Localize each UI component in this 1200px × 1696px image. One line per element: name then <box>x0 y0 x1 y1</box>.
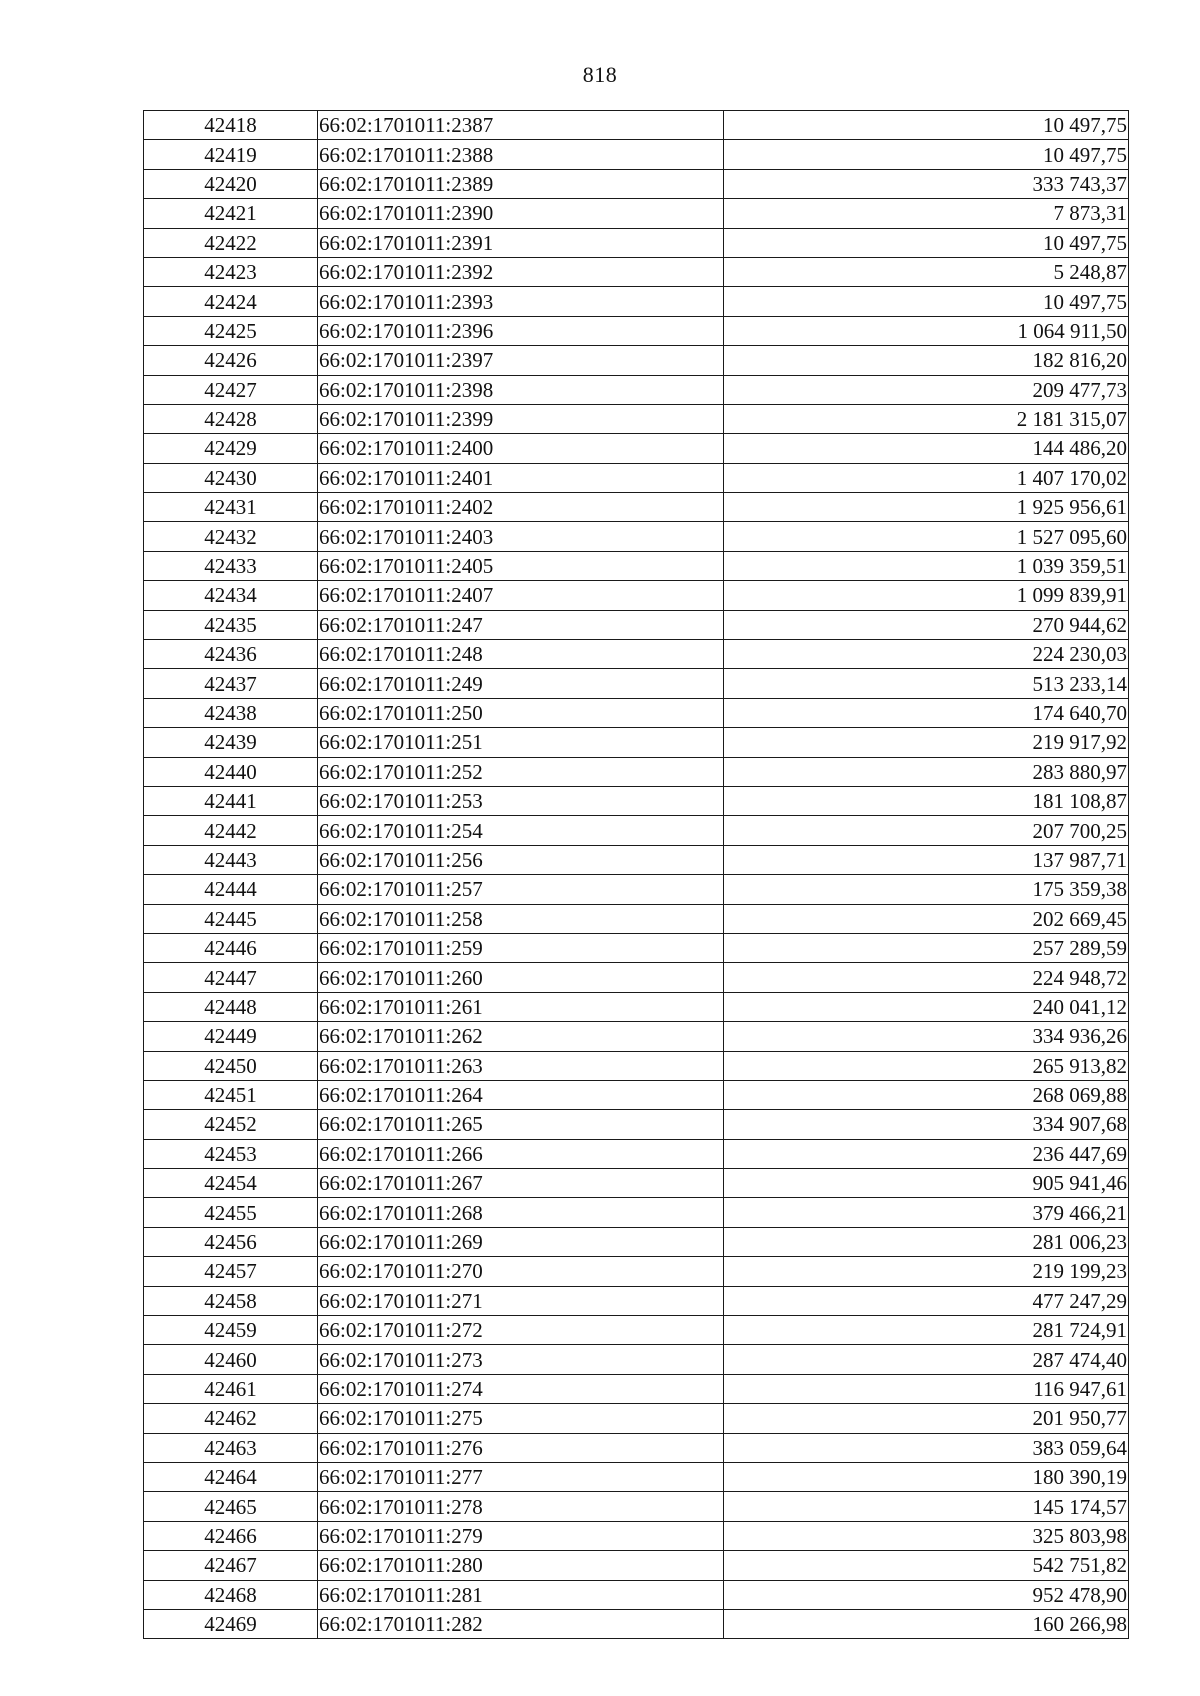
row-number: 42452 <box>144 1110 318 1139</box>
cadastral-value: 181 108,87 <box>724 786 1129 815</box>
page-number: 818 <box>582 62 618 87</box>
cadastral-number: 66:02:1701011:274 <box>318 1374 724 1403</box>
cadastral-value: 513 233,14 <box>724 669 1129 698</box>
row-number: 42454 <box>144 1169 318 1198</box>
row-number: 42435 <box>144 610 318 639</box>
table-row <box>144 757 1129 786</box>
cadastral-number: 66:02:1701011:2402 <box>318 493 724 522</box>
row-number: 42422 <box>144 228 318 257</box>
cadastral-value: 1 527 095,60 <box>724 522 1129 551</box>
cadastral-value: 1 039 359,51 <box>724 551 1129 580</box>
cadastral-number: 66:02:1701011:2389 <box>318 169 724 198</box>
cadastral-number: 66:02:1701011:272 <box>318 1316 724 1345</box>
table-row <box>144 1286 1129 1315</box>
row-number: 42440 <box>144 757 318 786</box>
cadastral-value: 283 880,97 <box>724 757 1129 786</box>
cadastral-number: 66:02:1701011:282 <box>318 1609 724 1638</box>
row-number: 42433 <box>144 551 318 580</box>
table-row <box>144 316 1129 345</box>
table-row <box>144 287 1129 316</box>
row-number: 42445 <box>144 904 318 933</box>
cadastral-number: 66:02:1701011:259 <box>318 933 724 962</box>
cadastral-value: 207 700,25 <box>724 816 1129 845</box>
cadastral-value: 175 359,38 <box>724 875 1129 904</box>
table-row <box>144 169 1129 198</box>
cadastral-number: 66:02:1701011:2405 <box>318 551 724 580</box>
cadastral-number: 66:02:1701011:2393 <box>318 287 724 316</box>
cadastral-number: 66:02:1701011:271 <box>318 1286 724 1315</box>
cadastral-value: 224 948,72 <box>724 963 1129 992</box>
row-number: 42462 <box>144 1404 318 1433</box>
cadastral-number: 66:02:1701011:278 <box>318 1492 724 1521</box>
cadastral-value: 202 669,45 <box>724 904 1129 933</box>
table-row <box>144 1580 1129 1609</box>
table-row <box>144 1609 1129 1638</box>
table-row <box>144 640 1129 669</box>
row-number: 42469 <box>144 1609 318 1638</box>
row-number: 42459 <box>144 1316 318 1345</box>
table-row <box>144 1198 1129 1227</box>
cadastral-value: 7 873,31 <box>724 199 1129 228</box>
row-number: 42461 <box>144 1374 318 1403</box>
cadastral-number: 66:02:1701011:2388 <box>318 140 724 169</box>
cadastral-value: 180 390,19 <box>724 1462 1129 1491</box>
cadastral-number: 66:02:1701011:256 <box>318 845 724 874</box>
cadastral-number: 66:02:1701011:248 <box>318 640 724 669</box>
row-number: 42439 <box>144 728 318 757</box>
row-number: 42458 <box>144 1286 318 1315</box>
table-row <box>144 845 1129 874</box>
row-number: 42444 <box>144 875 318 904</box>
cadastral-number: 66:02:1701011:2392 <box>318 257 724 286</box>
table-row <box>144 581 1129 610</box>
registry-table <box>143 110 1129 1639</box>
cadastral-number: 66:02:1701011:2407 <box>318 581 724 610</box>
cadastral-number: 66:02:1701011:264 <box>318 1080 724 1109</box>
cadastral-value: 219 199,23 <box>724 1257 1129 1286</box>
cadastral-value: 257 289,59 <box>724 933 1129 962</box>
row-number: 42466 <box>144 1521 318 1550</box>
row-number: 42429 <box>144 434 318 463</box>
cadastral-value: 174 640,70 <box>724 698 1129 727</box>
row-number: 42418 <box>144 111 318 140</box>
cadastral-value: 5 248,87 <box>724 257 1129 286</box>
table-row <box>144 1345 1129 1374</box>
cadastral-number: 66:02:1701011:251 <box>318 728 724 757</box>
cadastral-number: 66:02:1701011:281 <box>318 1580 724 1609</box>
cadastral-number: 66:02:1701011:2387 <box>318 111 724 140</box>
table-row <box>144 992 1129 1021</box>
cadastral-value: 281 724,91 <box>724 1316 1129 1345</box>
table-row <box>144 963 1129 992</box>
table-row <box>144 1521 1129 1550</box>
table-row <box>144 346 1129 375</box>
row-number: 42434 <box>144 581 318 610</box>
row-number: 42441 <box>144 786 318 815</box>
cadastral-value: 1 407 170,02 <box>724 463 1129 492</box>
cadastral-value: 542 751,82 <box>724 1551 1129 1580</box>
cadastral-value: 1 064 911,50 <box>724 316 1129 345</box>
cadastral-number: 66:02:1701011:261 <box>318 992 724 1021</box>
cadastral-number: 66:02:1701011:267 <box>318 1169 724 1198</box>
table-row <box>144 875 1129 904</box>
cadastral-number: 66:02:1701011:2401 <box>318 463 724 492</box>
cadastral-value: 182 816,20 <box>724 346 1129 375</box>
row-number: 42460 <box>144 1345 318 1374</box>
table-row <box>144 904 1129 933</box>
cadastral-number: 66:02:1701011:2399 <box>318 404 724 433</box>
cadastral-number: 66:02:1701011:2403 <box>318 522 724 551</box>
row-number: 42437 <box>144 669 318 698</box>
cadastral-value: 281 006,23 <box>724 1227 1129 1256</box>
table-row <box>144 1257 1129 1286</box>
table-row <box>144 434 1129 463</box>
cadastral-value: 2 181 315,07 <box>724 404 1129 433</box>
row-number: 42421 <box>144 199 318 228</box>
registry-table-body <box>144 111 1129 1639</box>
row-number: 42425 <box>144 316 318 345</box>
table-row <box>144 257 1129 286</box>
row-number: 42446 <box>144 933 318 962</box>
cadastral-value: 379 466,21 <box>724 1198 1129 1227</box>
table-row <box>144 1022 1129 1051</box>
row-number: 42427 <box>144 375 318 404</box>
cadastral-number: 66:02:1701011:273 <box>318 1345 724 1374</box>
cadastral-value: 209 477,73 <box>724 375 1129 404</box>
table-row <box>144 728 1129 757</box>
cadastral-value: 268 069,88 <box>724 1080 1129 1109</box>
row-number: 42428 <box>144 404 318 433</box>
cadastral-value: 10 497,75 <box>724 111 1129 140</box>
cadastral-value: 116 947,61 <box>724 1374 1129 1403</box>
table-row <box>144 375 1129 404</box>
cadastral-number: 66:02:1701011:250 <box>318 698 724 727</box>
cadastral-value: 224 230,03 <box>724 640 1129 669</box>
table-row <box>144 228 1129 257</box>
cadastral-value: 952 478,90 <box>724 1580 1129 1609</box>
cadastral-number: 66:02:1701011:247 <box>318 610 724 639</box>
table-row <box>144 1462 1129 1491</box>
cadastral-number: 66:02:1701011:253 <box>318 786 724 815</box>
cadastral-value: 160 266,98 <box>724 1609 1129 1638</box>
cadastral-value: 137 987,71 <box>724 845 1129 874</box>
cadastral-value: 145 174,57 <box>724 1492 1129 1521</box>
table-row <box>144 522 1129 551</box>
table-row <box>144 816 1129 845</box>
table-row <box>144 698 1129 727</box>
cadastral-number: 66:02:1701011:2390 <box>318 199 724 228</box>
table-row <box>144 1404 1129 1433</box>
row-number: 42457 <box>144 1257 318 1286</box>
cadastral-value: 333 743,37 <box>724 169 1129 198</box>
row-number: 42453 <box>144 1139 318 1168</box>
cadastral-number: 66:02:1701011:275 <box>318 1404 724 1433</box>
cadastral-number: 66:02:1701011:276 <box>318 1433 724 1462</box>
row-number: 42436 <box>144 640 318 669</box>
cadastral-number: 66:02:1701011:258 <box>318 904 724 933</box>
row-number: 42449 <box>144 1022 318 1051</box>
cadastral-number: 66:02:1701011:254 <box>318 816 724 845</box>
table-row <box>144 1139 1129 1168</box>
cadastral-value: 219 917,92 <box>724 728 1129 757</box>
table-row <box>144 463 1129 492</box>
row-number: 42430 <box>144 463 318 492</box>
cadastral-number: 66:02:1701011:2396 <box>318 316 724 345</box>
table-row <box>144 786 1129 815</box>
cadastral-number: 66:02:1701011:263 <box>318 1051 724 1080</box>
cadastral-value: 383 059,64 <box>724 1433 1129 1462</box>
cadastral-number: 66:02:1701011:265 <box>318 1110 724 1139</box>
row-number: 42419 <box>144 140 318 169</box>
table-row <box>144 199 1129 228</box>
cadastral-number: 66:02:1701011:2391 <box>318 228 724 257</box>
table-row <box>144 1551 1129 1580</box>
cadastral-value: 287 474,40 <box>724 1345 1129 1374</box>
row-number: 42420 <box>144 169 318 198</box>
row-number: 42423 <box>144 257 318 286</box>
table-row <box>144 551 1129 580</box>
cadastral-number: 66:02:1701011:279 <box>318 1521 724 1550</box>
cadastral-number: 66:02:1701011:2400 <box>318 434 724 463</box>
cadastral-value: 236 447,69 <box>724 1139 1129 1168</box>
row-number: 42451 <box>144 1080 318 1109</box>
row-number: 42450 <box>144 1051 318 1080</box>
row-number: 42443 <box>144 845 318 874</box>
cadastral-number: 66:02:1701011:2397 <box>318 346 724 375</box>
cadastral-value: 10 497,75 <box>724 287 1129 316</box>
cadastral-number: 66:02:1701011:262 <box>318 1022 724 1051</box>
cadastral-value: 265 913,82 <box>724 1051 1129 1080</box>
row-number: 42432 <box>144 522 318 551</box>
row-number: 42456 <box>144 1227 318 1256</box>
cadastral-number: 66:02:1701011:270 <box>318 1257 724 1286</box>
row-number: 42424 <box>144 287 318 316</box>
row-number: 42468 <box>144 1580 318 1609</box>
row-number: 42465 <box>144 1492 318 1521</box>
table-row <box>144 1051 1129 1080</box>
table-row <box>144 1110 1129 1139</box>
cadastral-value: 905 941,46 <box>724 1169 1129 1198</box>
cadastral-value: 144 486,20 <box>724 434 1129 463</box>
cadastral-number: 66:02:1701011:269 <box>318 1227 724 1256</box>
table-row <box>144 1316 1129 1345</box>
cadastral-value: 270 944,62 <box>724 610 1129 639</box>
table-row <box>144 404 1129 433</box>
table-row <box>144 1433 1129 1462</box>
table-row <box>144 1374 1129 1403</box>
cadastral-number: 66:02:1701011:280 <box>318 1551 724 1580</box>
row-number: 42448 <box>144 992 318 1021</box>
row-number: 42438 <box>144 698 318 727</box>
table-row <box>144 140 1129 169</box>
cadastral-value: 334 907,68 <box>724 1110 1129 1139</box>
cadastral-value: 10 497,75 <box>724 228 1129 257</box>
cadastral-number: 66:02:1701011:249 <box>318 669 724 698</box>
table-row <box>144 669 1129 698</box>
cadastral-value: 325 803,98 <box>724 1521 1129 1550</box>
cadastral-value: 334 936,26 <box>724 1022 1129 1051</box>
table-row <box>144 1080 1129 1109</box>
table-row <box>144 1169 1129 1198</box>
row-number: 42455 <box>144 1198 318 1227</box>
cadastral-number: 66:02:1701011:260 <box>318 963 724 992</box>
cadastral-value: 240 041,12 <box>724 992 1129 1021</box>
table-row <box>144 610 1129 639</box>
row-number: 42447 <box>144 963 318 992</box>
row-number: 42442 <box>144 816 318 845</box>
cadastral-number: 66:02:1701011:266 <box>318 1139 724 1168</box>
row-number: 42426 <box>144 346 318 375</box>
row-number: 42463 <box>144 1433 318 1462</box>
cadastral-value: 1 925 956,61 <box>724 493 1129 522</box>
table-row <box>144 933 1129 962</box>
cadastral-value: 477 247,29 <box>724 1286 1129 1315</box>
row-number: 42431 <box>144 493 318 522</box>
cadastral-number: 66:02:1701011:252 <box>318 757 724 786</box>
cadastral-number: 66:02:1701011:277 <box>318 1462 724 1491</box>
cadastral-value: 201 950,77 <box>724 1404 1129 1433</box>
table-row <box>144 1227 1129 1256</box>
table-row <box>144 1492 1129 1521</box>
cadastral-value: 10 497,75 <box>724 140 1129 169</box>
cadastral-number: 66:02:1701011:2398 <box>318 375 724 404</box>
cadastral-value: 1 099 839,91 <box>724 581 1129 610</box>
row-number: 42464 <box>144 1462 318 1491</box>
table-row <box>144 111 1129 140</box>
table-row <box>144 493 1129 522</box>
cadastral-number: 66:02:1701011:268 <box>318 1198 724 1227</box>
row-number: 42467 <box>144 1551 318 1580</box>
cadastral-number: 66:02:1701011:257 <box>318 875 724 904</box>
